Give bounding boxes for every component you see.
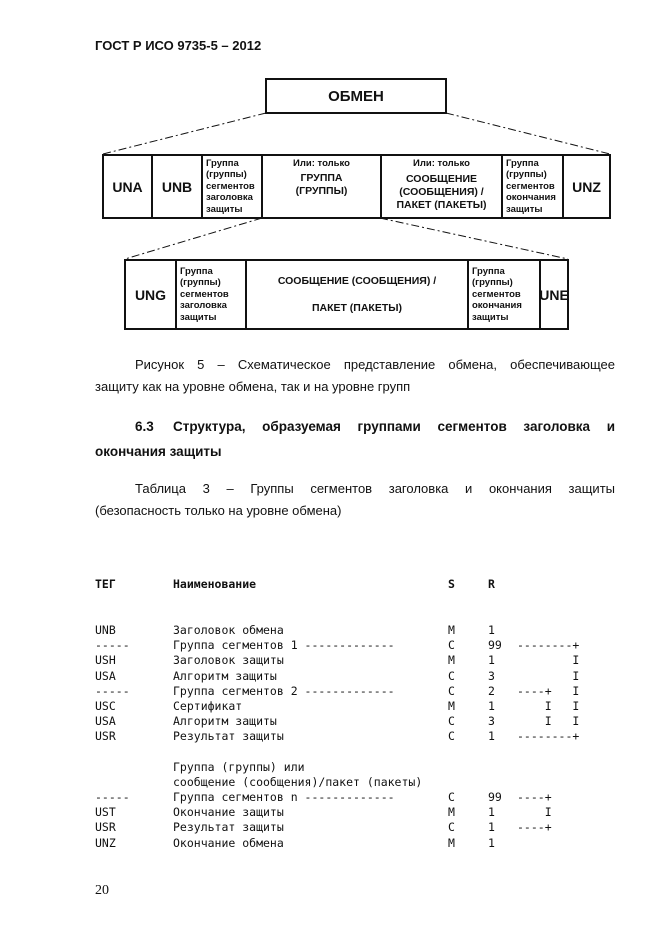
col-tree-cell: I I	[517, 698, 580, 713]
col-name-cell: Результат защиты	[173, 820, 284, 835]
col-r-header: R	[488, 577, 495, 592]
table-row	[95, 638, 615, 653]
col-tag-cell: -----	[95, 790, 130, 805]
col-r-cell: 2	[488, 683, 495, 698]
col-tree-cell: I	[517, 653, 580, 668]
segment-table	[95, 547, 615, 866]
col-tree-cell: I I	[517, 714, 580, 729]
col-name-cell: Сертификат	[173, 698, 243, 713]
group-only-cell	[263, 156, 382, 217]
cell-line: окончания	[472, 300, 522, 312]
section-title-line2: окончания защиты	[95, 444, 222, 459]
col-name-cell: Окончание обмена	[173, 835, 284, 850]
cell-line: Группа	[472, 265, 505, 277]
col-tag-cell: USH	[95, 653, 116, 668]
table-header-row	[95, 577, 615, 592]
table-body	[95, 623, 615, 851]
table-row	[95, 820, 615, 835]
section-number: 6.3	[135, 419, 154, 434]
col-s-cell: M	[448, 835, 455, 850]
col-s-cell: C	[448, 790, 455, 805]
group-structure-row	[124, 259, 569, 330]
col-name-cell: Группа сегментов n -------------	[173, 790, 395, 805]
cell-line: сегментов	[180, 288, 229, 300]
col-tag-cell: -----	[95, 683, 130, 698]
cell-line: ПАКЕТ (ПАКЕТЫ)	[396, 199, 487, 211]
col-name-cell: Группа сегментов 1 -------------	[173, 638, 395, 653]
page-number: 20	[95, 883, 109, 898]
table-row	[95, 714, 615, 729]
col-r-cell: 1	[488, 729, 495, 744]
table-caption-line2: (безопасность только на уровне обмена)	[95, 503, 342, 518]
table-row	[95, 790, 615, 805]
col-name-cell: Заголовок защиты	[173, 653, 284, 668]
ung-cell: UNG	[126, 261, 177, 328]
table-row	[95, 699, 615, 714]
col-tag-cell: UNZ	[95, 835, 116, 850]
cell-line: Группа	[206, 157, 239, 169]
col-s-cell: M	[448, 805, 455, 820]
col-name-cell: Группа сегментов 2 -------------	[173, 683, 395, 698]
col-tag-cell: -----	[95, 638, 130, 653]
table-row	[95, 805, 615, 820]
col-name-header: Наименование	[173, 577, 257, 592]
message-cell	[247, 261, 469, 328]
security-header-group-cell	[203, 156, 263, 217]
table-caption-line1: Таблица 3 – Группы сегментов заголовка и окончания защиты	[135, 481, 615, 496]
cell-line: защиты	[506, 203, 543, 215]
col-r-cell: 1	[488, 698, 495, 713]
col-tag-cell: UNB	[95, 623, 116, 637]
col-s-cell: C	[448, 668, 455, 683]
unb-cell: UNB	[153, 156, 203, 217]
table-row	[95, 669, 615, 684]
col-name-cell: Результат защиты	[173, 729, 284, 744]
col-name-cell: Окончание защиты	[173, 805, 284, 820]
cell-line: (группы)	[180, 277, 221, 289]
table-row	[95, 684, 615, 699]
col-tree-cell: ----+	[517, 820, 552, 835]
cell-line: (группы)	[506, 169, 547, 181]
exchange-label: ОБМЕН	[328, 87, 384, 105]
col-name-cell: сообщение (сообщения)/пакет (пакеты)	[173, 774, 423, 789]
table-row	[95, 729, 615, 744]
figure-caption-line1: Рисунок 5 – Схематическое представление обмена, обеспечивающее	[135, 357, 615, 372]
col-r-cell: 1	[488, 623, 495, 637]
or-only-label: Или: только	[293, 158, 350, 169]
exchange-structure-row	[102, 154, 611, 219]
col-name-cell: Алгоритм защиты	[173, 714, 277, 729]
col-s-cell: C	[448, 638, 455, 653]
col-r-cell: 1	[488, 820, 495, 835]
col-s-cell: M	[448, 698, 455, 713]
col-name-cell: Группа (группы) или	[173, 759, 305, 774]
cell-line: Группа	[180, 265, 213, 277]
cell-line: защиты	[180, 311, 217, 323]
col-tag-cell: USA	[95, 714, 116, 729]
table-row	[95, 653, 615, 668]
cell-line: Группа	[506, 157, 539, 169]
une-cell: UNE	[539, 286, 569, 303]
security-header-group-cell	[177, 261, 247, 328]
col-s-cell: C	[448, 729, 455, 744]
col-tag-cell: USC	[95, 698, 116, 713]
col-tree-cell: I	[517, 668, 580, 683]
col-r-cell: 1	[488, 805, 495, 820]
cell-line: защиты	[206, 203, 243, 215]
col-tag-cell: USR	[95, 820, 116, 835]
col-r-cell: 3	[488, 668, 495, 683]
col-tag-cell: USA	[95, 668, 116, 683]
table-row	[95, 623, 615, 638]
security-trailer-group-cell	[503, 156, 564, 217]
cell-line: (ГРУППЫ)	[295, 184, 348, 197]
col-s-cell: C	[448, 714, 455, 729]
cell-line: заголовка	[180, 300, 227, 312]
col-tree-cell: --------+	[517, 729, 580, 744]
figure-caption-line2: защиту как на уровне обмена, так и на уровне групп	[95, 379, 411, 394]
col-r-cell: 3	[488, 714, 495, 729]
col-r-cell: 99	[488, 638, 502, 653]
col-s-cell: M	[448, 623, 455, 637]
cell-line: (группы)	[472, 277, 513, 289]
or-only-label: Или: только	[413, 158, 470, 169]
col-tag-header: ТЕГ	[95, 577, 116, 592]
col-name-cell: Алгоритм защиты	[173, 668, 277, 683]
col-r-cell: 1	[488, 653, 495, 668]
col-tree-cell: I	[517, 805, 552, 820]
cell-line: окончания	[506, 192, 556, 204]
message-only-cell	[382, 156, 503, 217]
security-trailer-group-cell	[469, 261, 541, 328]
section-title-line1: Структура, образуемая группами сегментов заголовка и	[173, 419, 615, 434]
table-row	[95, 760, 615, 775]
cell-line: (СООБЩЕНИЯ) /	[399, 186, 484, 198]
table-row	[95, 775, 615, 790]
cell-line: ГРУППА	[300, 171, 343, 184]
col-r-cell: 99	[488, 790, 502, 805]
cell-line: заголовка	[206, 192, 253, 204]
cell-line: СООБЩЕНИЕ	[405, 173, 478, 185]
document-header: ГОСТ Р ИСО 9735-5 – 2012	[95, 38, 262, 53]
una-cell: UNA	[104, 156, 153, 217]
table-row	[95, 745, 615, 760]
table-row	[95, 836, 615, 851]
col-name-cell: Заголовок обмена	[173, 623, 284, 637]
col-tree-cell: --------+	[517, 638, 580, 653]
cell-line: СООБЩЕНИЕ (СООБЩЕНИЯ) /	[277, 274, 437, 287]
cell-line: сегментов	[506, 180, 555, 192]
col-r-cell: 1	[488, 835, 495, 850]
cell-line: защиты	[472, 311, 509, 323]
col-s-header: S	[448, 577, 455, 592]
col-tree-cell: ----+	[517, 790, 552, 805]
col-s-cell: C	[448, 820, 455, 835]
unz-cell: UNZ	[572, 178, 601, 195]
col-tree-cell: ----+ I	[517, 683, 580, 698]
col-s-cell: C	[448, 683, 455, 698]
col-tag-cell: USR	[95, 729, 116, 744]
cell-line: сегментов	[472, 288, 521, 300]
cell-line: сегментов	[206, 180, 255, 192]
exchange-box	[265, 78, 447, 114]
cell-line: (группы)	[206, 169, 247, 181]
col-s-cell: M	[448, 653, 455, 668]
cell-line: ПАКЕТ (ПАКЕТЫ)	[311, 301, 403, 314]
col-tag-cell: UST	[95, 805, 116, 820]
